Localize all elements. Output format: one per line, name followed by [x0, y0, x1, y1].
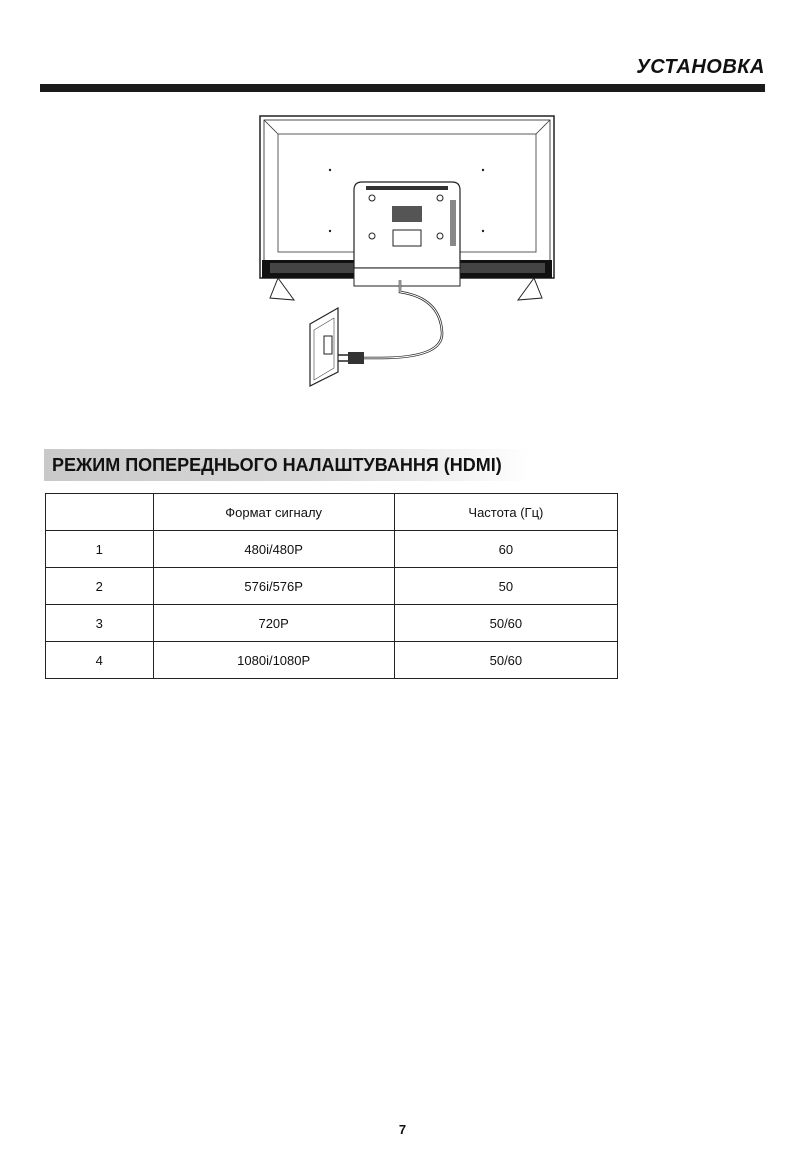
- row-frequency: 60: [394, 531, 617, 568]
- page-number: 7: [398, 1122, 407, 1137]
- table-row: [46, 531, 618, 568]
- row-number: 2: [46, 568, 154, 605]
- row-format: 720P: [153, 605, 394, 642]
- section-title: УСТАНОВКА: [636, 56, 765, 78]
- row-format: 1080i/1080P: [153, 642, 394, 679]
- hdmi-preset-table: [45, 493, 618, 679]
- table-header-row: [46, 494, 618, 531]
- hdmi-section-title: РЕЖИМ ПОПЕРЕДНЬОГО НАЛАШТУВАННЯ (HDMI): [52, 455, 502, 475]
- title-rule: [40, 84, 765, 92]
- table-row: [46, 642, 618, 679]
- tv-power-connection-diagram: [250, 110, 560, 390]
- table-row: [46, 568, 618, 605]
- row-number: 3: [46, 605, 154, 642]
- row-frequency: 50/60: [394, 642, 617, 679]
- row-format: 576i/576P: [153, 568, 394, 605]
- row-number: 1: [46, 531, 154, 568]
- row-frequency: 50: [394, 568, 617, 605]
- column-header-format: Формат сигналу: [153, 494, 394, 531]
- column-header-number: [46, 494, 154, 531]
- row-format: 480i/480P: [153, 531, 394, 568]
- row-number: 4: [46, 642, 154, 679]
- subtitle-bar: [44, 449, 530, 481]
- row-frequency: 50/60: [394, 605, 617, 642]
- column-header-frequency: Частота (Гц): [394, 494, 617, 531]
- table-row: [46, 605, 618, 642]
- tv-back-illustration: [250, 110, 560, 390]
